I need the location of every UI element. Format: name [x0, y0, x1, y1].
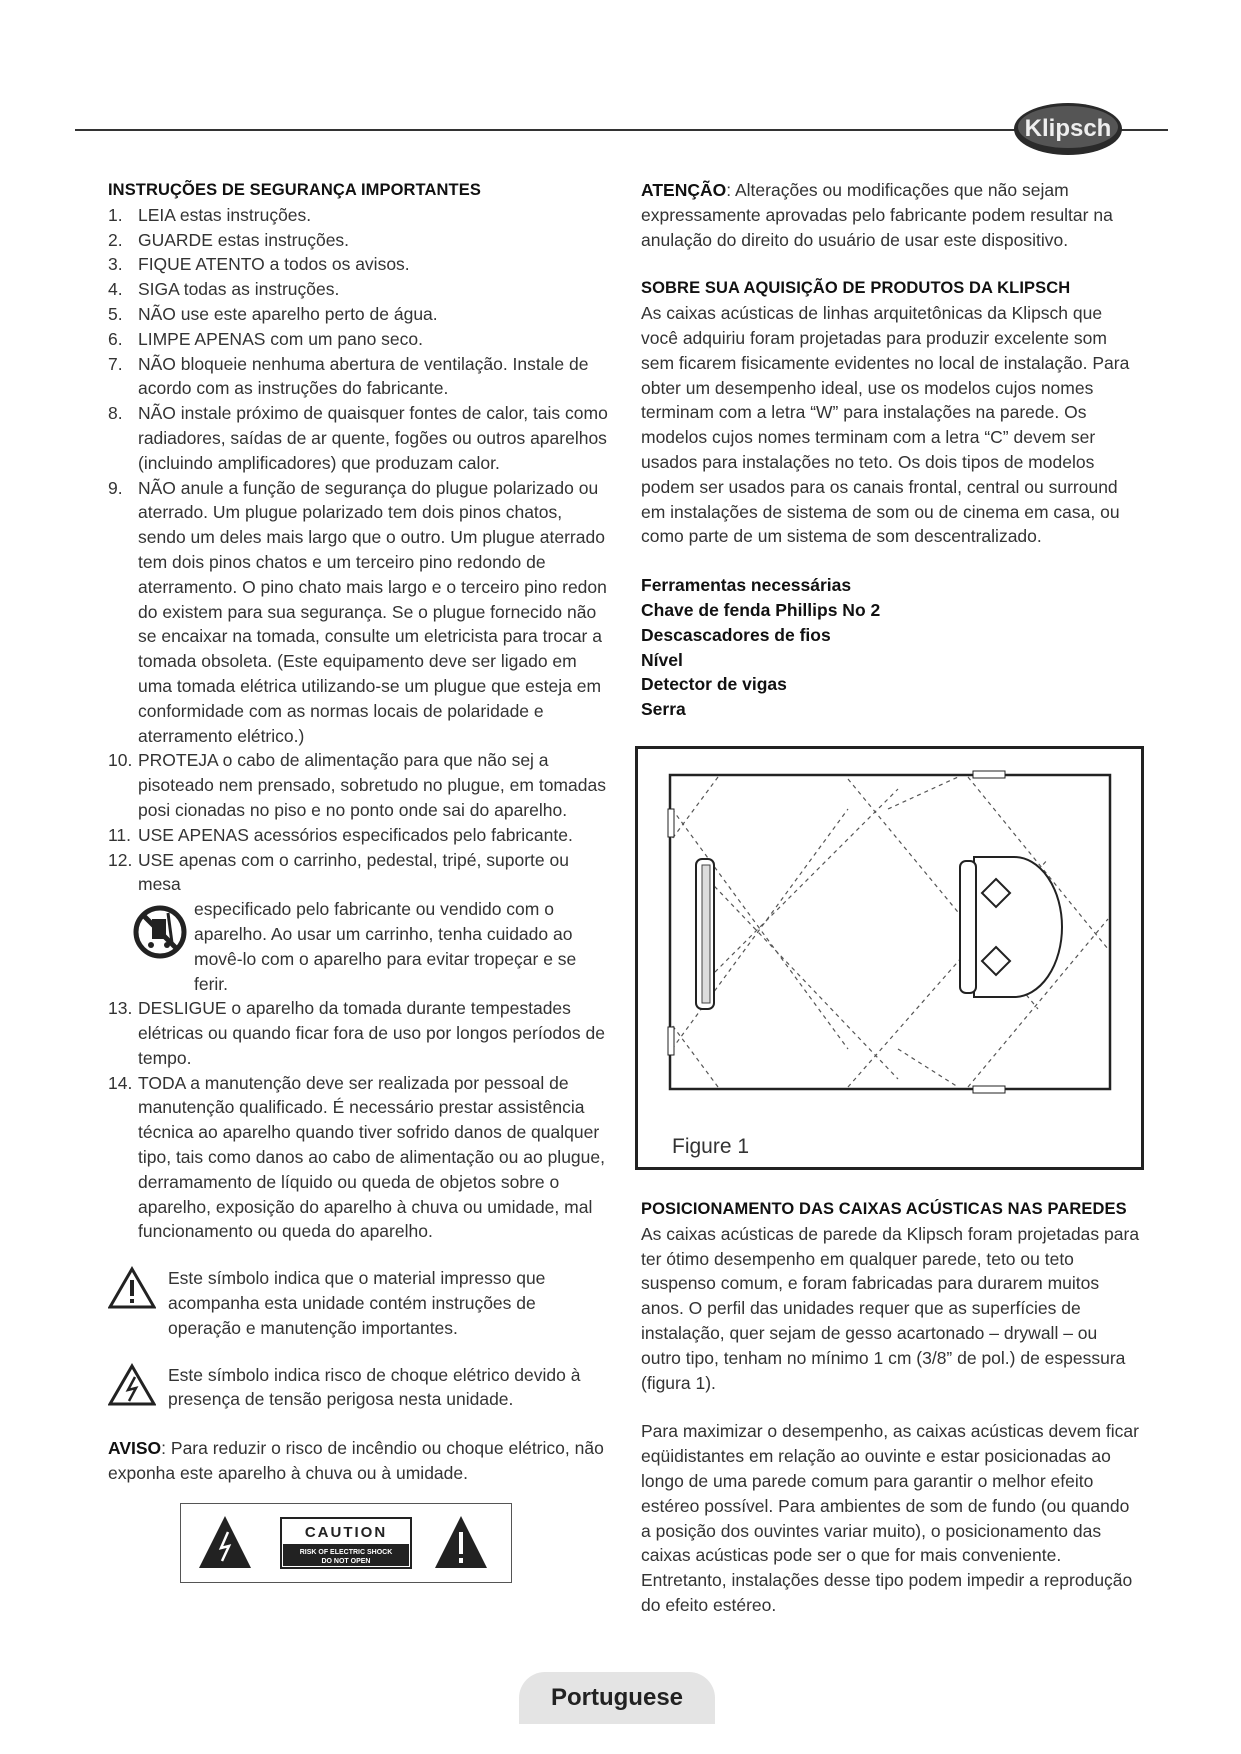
- svg-text:Klipsch: Klipsch: [1024, 115, 1112, 142]
- item-text: NÃO bloqueie nenhuma abertura de ventilação. Instale de acordo com as instruções do fabricante.: [138, 353, 589, 399]
- shock-symbol-note: Este símbolo indica risco de choque elétrico devido à presença de tensão perigosa nesta unidade.: [108, 1363, 613, 1413]
- safety-item: [108, 823, 613, 848]
- item-number: 7.: [108, 353, 123, 374]
- item-number: 10.: [108, 750, 133, 771]
- item-text: FIQUE ATENTO a todos os avisos.: [138, 254, 410, 275]
- klipsch-logo: [1012, 100, 1124, 158]
- acquisition-heading: SOBRE SUA AQUISIÇÃO DE PRODUTOS DA KLIPSCH: [641, 279, 1071, 298]
- exclamation-warning-icon: [108, 1266, 156, 1310]
- item-number: 13.: [108, 998, 133, 1019]
- item-number: 9.: [108, 477, 123, 498]
- safety-item-12: 12. USE apenas com o carrinho, pedestal, tripé, suporte ou mesa especificado pelo fabricante ou vendido com o aparelho. Ao usar um carrinho, tenha cuidado ao movê-lo com o aparelho para evitar tropeçar e se ferir.: [108, 849, 577, 994]
- tool-item: Chave de fenda Phillips No 2: [641, 599, 881, 620]
- item-number: 11.: [108, 824, 132, 845]
- item-number: 2.: [108, 229, 123, 250]
- item-number: 14.: [108, 1072, 133, 1093]
- item-text: NÃO use este aparelho perto de água.: [138, 303, 438, 324]
- item-text: PROTEJA o cabo de alimentação para que não sej a pisoteado nem prensado, sobretudo no plugue, em tomadas posi cionadas no piso e no ponto onde sai do aparelho.: [138, 750, 606, 820]
- safety-list-continued: [108, 996, 613, 1244]
- item-number: 4.: [108, 279, 123, 300]
- safety-item: [108, 327, 613, 352]
- right-column: [641, 178, 1141, 722]
- performance-paragraph: Para maximizar o desempenho, as caixas acústicas devem ficar eqüidistantes em relação ao ouvinte e estar posicionadas ao longo de uma parede comum para garantir o melhor efeito estéreo possível. Para ambientes de som de fundo (ou quando a posição dos ouvintes variar muito), o posicionamento das caixas acústicas pode ser o que for mais conveniente. Entretanto, instalações desse tipo podem impedir a reprodução do efeito estéreo.: [641, 1421, 1139, 1615]
- safety-item: [108, 401, 613, 475]
- atencao-paragraph: ATENÇÃO: Alterações ou modificações que não sejam expressamente aprovadas pelo fabricante podem resultar na anulação do direito do usuário de usar este dispositivo.: [641, 180, 1113, 250]
- header-rule: [75, 129, 1168, 131]
- tool-item: Nível: [641, 649, 683, 670]
- item-number: 1.: [108, 204, 123, 225]
- item-text: SIGA todas as instruções.: [138, 279, 340, 300]
- svg-text:DO NOT OPEN: DO NOT OPEN: [321, 1558, 371, 1565]
- tools-list: [641, 573, 1141, 722]
- safety-list: [108, 203, 613, 848]
- safety-item: [108, 996, 613, 1070]
- item-text: NÃO instale próximo de quaisquer fontes de calor, tais como radiadores, saídas de ar quente, fogões ou outros aparelhos (incluindo amplificadores) que produzam calor.: [138, 403, 608, 473]
- lightning-warning-icon: [199, 1516, 251, 1568]
- no-cart-tip-icon: [132, 899, 188, 965]
- language-tab: Portuguese: [519, 1672, 715, 1724]
- caution-label: [180, 1503, 512, 1583]
- figure-caption: Figure 1: [672, 1135, 750, 1158]
- item-text: GUARDE estas instruções.: [138, 229, 350, 250]
- safety-item: [108, 302, 613, 327]
- item-text: USE APENAS acessórios especificados pelo fabricante.: [138, 824, 573, 845]
- safety-item: [108, 352, 613, 402]
- tool-item: Ferramentas necessárias: [641, 575, 852, 596]
- item-text: NÃO anule a função de segurança do plugue polarizado ou aterrado. Um plugue polarizado tem dois pinos chatos, sendo um deles mais largo que o outro. Um plugue aterrado tem dois pinos chatos e um terceiro pino redondo de aterramento. O pino chato mais largo e o terceiro pino redon do existem para sua segurança. Se o plugue fornecido não se encaixar na tomada, consulte um eletricista para trocar a tomada obsoleta. (Este equipamento deve ser ligado em uma tomada elétrica utilizando-se um plugue que esteja em conformidade com as normas locais de polaridade e aterramento elétrico.): [138, 477, 607, 746]
- safety-item: [108, 1071, 613, 1245]
- right-column-lower: [641, 1197, 1141, 1618]
- manual-symbol-note: Este símbolo indica que o material impresso que acompanha esta unidade contém instruções de operação e manutenção importantes.: [108, 1266, 613, 1340]
- item-number: 3.: [108, 254, 123, 275]
- tool-item: Serra: [641, 699, 686, 720]
- item-text: LIMPE APENAS com um pano seco.: [138, 328, 423, 349]
- svg-text:CAUTION: CAUTION: [304, 1524, 388, 1541]
- item-number: 8.: [108, 403, 123, 424]
- safety-item: [108, 476, 613, 749]
- tool-item: Descascadores de fios: [641, 624, 831, 645]
- tool-item: Detector de vigas: [641, 674, 787, 695]
- positioning-heading: POSICIONAMENTO DAS CAIXAS ACÚSTICAS NAS PAREDES: [641, 1200, 1127, 1218]
- positioning-paragraph: As caixas acústicas de parede da Klipsch foram projetadas para ter ótimo desempenho em qualquer parede, teto ou teto suspenso comum, e foram fabricadas para durarem muitos anos. O perfil das unidades requer que as superfícies de instalação, quer sejam de gesso acartonado – drywall – ou outro tipo, tenham no mínimo 1 cm (3/8” de pol.) de espessura (figura 1).: [641, 1223, 1140, 1393]
- item-text: TODA a manutenção deve ser realizada por pessoal de manutenção qualificado. É necessário prestar assistência técnica ao aparelho quando tiver sofrido danos de qualquer tipo, tais como danos ao cabo de alimentação ou ao plugue, derramamento de líquido ou queda de objetos sobre o aparelho, exposição do aparelho à chuva ou umidade, mal funcionamento ou queda do aparelho.: [138, 1072, 605, 1242]
- svg-text:RISK OF ELECTRIC SHOCK: RISK OF ELECTRIC SHOCK: [299, 1549, 393, 1556]
- acquisition-paragraph: As caixas acústicas de linhas arquitetônicas da Klipsch que você adquiriu foram projetadas para produzir excelente som sem ficarem fisicamente evidentes no local de instalação. Para obter um desempenho ideal, use os modelos cujos nomes terminam com a letra “W” para instalações na parede. Os modelos cujos nomes terminam com a letra “C” devem ser usados para instalações no teto. Os dois tipos de modelos podem ser usados para os canais frontal, central ou surround em instalações de sistema de som ou de cinema em casa, ou como parte de um sistema de som descentralizado.: [641, 303, 1130, 547]
- item-text: DESLIGUE o aparelho da tomada durante tempestades elétricas ou quando ficar fora de uso por longos períodos de tempo.: [138, 998, 605, 1068]
- figure-1: [635, 746, 1144, 1170]
- aviso-paragraph: AVISO: Para reduzir o risco de incêndio ou choque elétrico, não exponha este aparelho à chuva ou à umidade.: [108, 1438, 604, 1484]
- safety-item: [108, 228, 613, 253]
- safety-item: [108, 252, 613, 277]
- item-text: LEIA estas instruções.: [138, 204, 312, 225]
- safety-item: [108, 748, 613, 822]
- safety-heading: INSTRUÇÕES DE SEGURANÇA IMPORTANTES: [108, 181, 481, 199]
- item-number: 5.: [108, 303, 123, 324]
- lightning-warning-icon: [108, 1363, 156, 1407]
- left-column: [108, 178, 613, 1486]
- safety-item: [108, 277, 613, 302]
- item-number: 6.: [108, 328, 123, 349]
- safety-item: [108, 203, 613, 228]
